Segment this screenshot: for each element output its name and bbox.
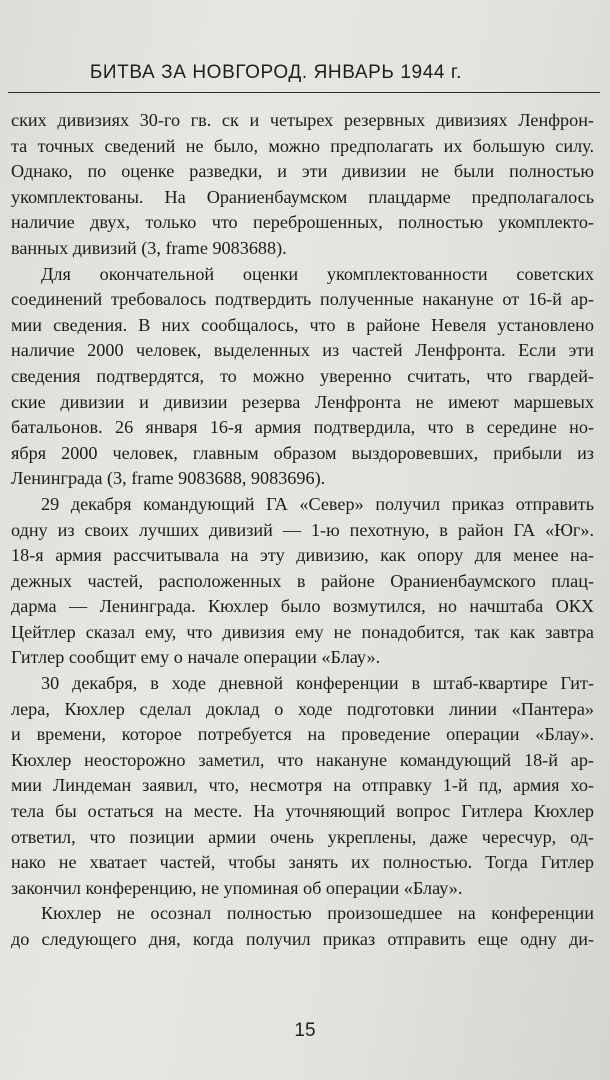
text-line: наличие 2000 человек, выделенных из частей Ленфронта. Если эти [11,340,594,361]
running-header [8,58,600,93]
text-line: ские дивизии и дивизии резерва Ленфронта не имеют маршевых [11,391,594,412]
text-line: 18-я армия рассчитывала на эту дивизию, как опору для менее на- [11,545,594,566]
text-line: дежных частей, расположенных в районе Ораниенбаумского плац- [11,570,594,591]
header-title: БИТВА ЗА НОВГОРОД. ЯНВАРЬ 1944 г. [89,62,462,83]
paragraph-3 [11,492,594,671]
text-line: ября 2000 человек, главным образом выздоровевших, прибыли из [11,442,594,463]
text-line: 29 декабря командующий ГА «Север» получил приказ отправить [41,493,594,514]
text-line: нако не хватает частей, чтобы занять их полностью. Тогда Гитлер [11,852,594,873]
paragraph-4 [11,671,594,901]
text-line: укомплектованы. На Ораниенбаумском плацдарме предполагалось [11,186,594,207]
text-line: ванных дивизий (3, frame 9083688). [11,237,287,258]
text-line: Кюхлер не осознал полностью произошедшее на конференции [41,903,594,924]
text-line: Ленинграда (3, frame 9083688, 9083696). [11,468,326,489]
text-line: Для окончательной оценки укомплектованности советских [41,263,594,284]
paragraph-2 [11,262,594,492]
text-line: Цейтлер сказал ему, что дивизия ему не понадобится, так как завтра [11,621,594,642]
text-line: тела бы остаться на месте. На уточняющий вопрос Гитлера Кюхлер [11,801,594,822]
text-line: наличие двух, только что переброшенных, полностью укомплекто- [11,212,594,233]
text-line: Гитлер сообщит ему о начале операции «Блау». [11,647,381,668]
text-line: соединений требовалось подтвердить полученные накануне от 16-й ар- [11,289,594,310]
text-line: сведения подтвердятся, то можно уверенно считать, что гвардей- [11,365,594,386]
text-line: 30 декабря, в ходе дневной конференции в штаб-квартире Гит- [41,673,594,694]
text-line: Кюхлер неосторожно заметил, что накануне командующий 18-й ар- [11,749,594,770]
text-line: мии сведения. В них сообщалось, что в районе Невеля установлено [11,314,594,335]
text-line: и времени, которое потребуется на проведение операции «Блау». [11,724,594,745]
body-text [11,108,594,953]
text-line: мии Линдеман заявил, что, несмотря на отправку 1-й пд, армия хо- [11,775,594,796]
text-line: батальонов. 26 января 16-я армия подтвердила, что в середине но- [11,417,594,438]
text-line: та точных сведений не было, можно предполагать их большую силу. [11,135,594,156]
text-line: одну из своих лучших дивизий — 1-ю пехотную, в район ГА «Юг». [11,519,594,540]
text-line: закончил конференцию, не упоминая об операции «Блау». [11,877,463,898]
text-line: дарма — Ленинграда. Кюхлер было возмутился, но начштаба ОКХ [11,596,594,617]
text-line: лера, Кюхлер сделал доклад о ходе подготовки линии «Пантера» [11,698,594,719]
paragraph-5 [11,901,594,952]
text-line: до следующего дня, когда получил приказ отправить еще одну ди- [11,929,594,949]
paragraph-1 [11,108,594,262]
text-line: Однако, по оценке разведки, и эти дивизии не были полностью [11,161,594,182]
page-number: 15 [294,1020,316,1041]
text-line: ответил, что позиции армии очень укреплены, даже чересчур, од- [11,826,594,847]
text-line: ских дивизиях 30-го гв. ск и четырех резервных дивизиях Ленфрон- [11,110,594,130]
